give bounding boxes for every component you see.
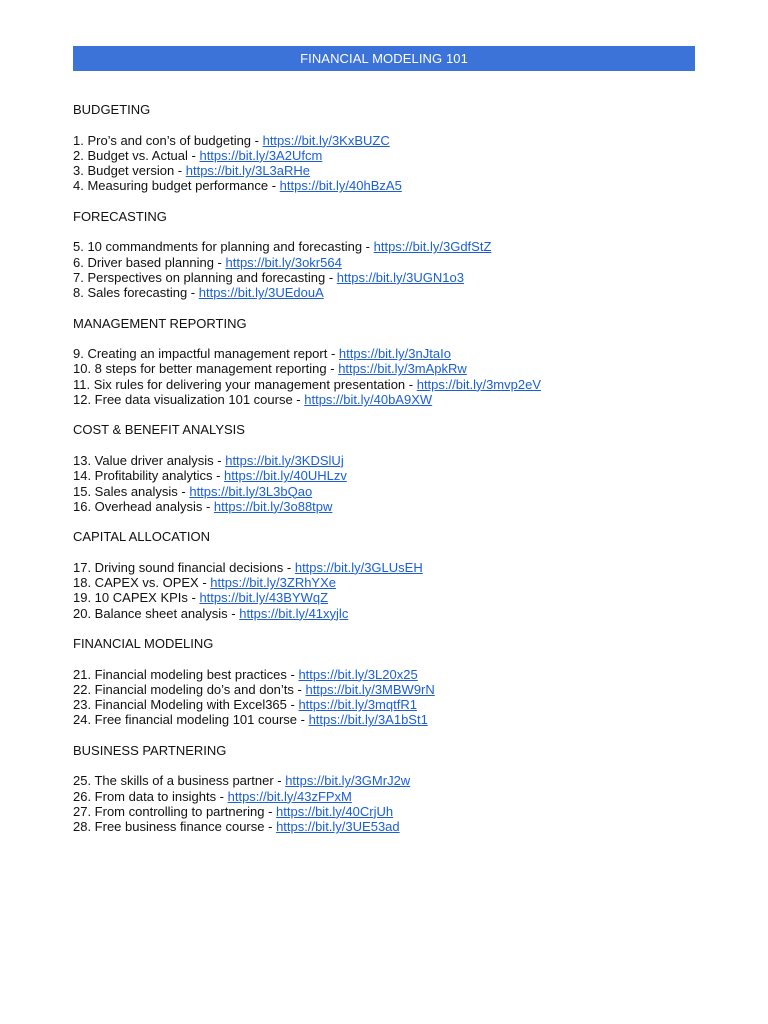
- resource-link[interactable]: https://bit.ly/3L3bQao: [189, 483, 313, 499]
- section-heading: FINANCIAL MODELING: [73, 635, 214, 651]
- list-item-label: 13. Value driver analysis -: [73, 452, 226, 468]
- resource-link[interactable]: https://bit.ly/3GdfStZ: [373, 239, 492, 255]
- list-item-label: 14. Profitability analytics -: [73, 468, 225, 484]
- list-item: [73, 789, 695, 804]
- resource-link[interactable]: https://bit.ly/3L3aRHe: [185, 163, 311, 179]
- list-item-label: 15. Sales analysis -: [73, 483, 190, 499]
- section: [73, 422, 695, 514]
- resource-link[interactable]: https://bit.ly/3UEdouA: [198, 285, 324, 301]
- resource-link[interactable]: https://bit.ly/40hBzA5: [279, 178, 402, 194]
- resource-link[interactable]: https://bit.ly/3KDSlUj: [225, 452, 344, 468]
- list-item-label: 18. CAPEX vs. OPEX -: [73, 575, 211, 591]
- list-item: [73, 819, 695, 834]
- resource-link[interactable]: https://bit.ly/3L20x25: [298, 666, 418, 682]
- resource-link[interactable]: https://bit.ly/43zFPxM: [227, 788, 352, 804]
- resource-link[interactable]: https://bit.ly/40bA9XW: [304, 392, 433, 408]
- list-item-label: 21. Financial modeling best practices -: [73, 666, 299, 682]
- list-item-label: 23. Financial Modeling with Excel365 -: [73, 697, 299, 713]
- list-item: [73, 499, 695, 514]
- list-item-label: 22. Financial modeling do’s and don’ts -: [73, 681, 306, 697]
- resource-link[interactable]: https://bit.ly/3nJtaIo: [338, 346, 451, 362]
- list-item-label: 12. Free data visualization 101 course -: [73, 392, 305, 408]
- list-item: [73, 560, 695, 575]
- list-item-label: 19. 10 CAPEX KPIs -: [73, 590, 200, 606]
- list-item-label: 9. Creating an impactful management report -: [73, 346, 339, 362]
- resource-link[interactable]: https://bit.ly/40CrjUh: [276, 803, 394, 819]
- list-item: [73, 178, 695, 193]
- section-heading: CAPITAL ALLOCATION: [73, 529, 211, 545]
- resource-link[interactable]: https://bit.ly/3GLUsEH: [294, 559, 423, 575]
- resource-link[interactable]: https://bit.ly/3okr564: [225, 254, 342, 270]
- list-item: [73, 712, 695, 727]
- resource-link[interactable]: https://bit.ly/3UGN1o3: [336, 269, 464, 285]
- section: [73, 529, 695, 621]
- resource-link[interactable]: https://bit.ly/3GMrJ2w: [285, 773, 411, 789]
- list-item-label: 25. The skills of a business partner -: [73, 773, 286, 789]
- section: [73, 316, 695, 408]
- resource-link[interactable]: https://bit.ly/3MBW9rN: [305, 681, 435, 697]
- resource-link[interactable]: https://bit.ly/3ZRhYXe: [210, 575, 337, 591]
- list-item: [73, 270, 695, 285]
- list-item-label: 28. Free business finance course -: [73, 819, 277, 835]
- section: [73, 209, 695, 301]
- resource-link[interactable]: https://bit.ly/3mvp2eV: [416, 376, 541, 392]
- list-item: [73, 682, 695, 697]
- resource-link[interactable]: https://bit.ly/3UE53ad: [276, 819, 400, 835]
- list-item: [73, 484, 695, 499]
- list-item: [73, 239, 695, 254]
- resource-link[interactable]: https://bit.ly/40UHLzv: [224, 468, 347, 484]
- list-item: [73, 468, 695, 483]
- list-item: [73, 392, 695, 407]
- list-item-label: 10. 8 steps for better management reporting -: [73, 361, 339, 377]
- list-item: [73, 377, 695, 392]
- list-item: [73, 163, 695, 178]
- list-item-label: 20. Balance sheet analysis -: [73, 605, 240, 621]
- list-item-label: 8. Sales forecasting -: [73, 285, 199, 301]
- list-item: [73, 667, 695, 682]
- list-item-label: 26. From data to insights -: [73, 788, 228, 804]
- resource-link[interactable]: https://bit.ly/43BYWqZ: [199, 590, 329, 606]
- list-item: [73, 361, 695, 376]
- list-item-label: 11. Six rules for delivering your management presentation -: [73, 376, 417, 392]
- list-item-label: 16. Overhead analysis -: [73, 498, 214, 514]
- resource-link[interactable]: https://bit.ly/3KxBUZC: [262, 132, 390, 148]
- list-item-label: 6. Driver based planning -: [73, 254, 226, 270]
- list-item-label: 24. Free financial modeling 101 course -: [73, 712, 309, 728]
- resource-link[interactable]: https://bit.ly/3A1bSt1: [308, 712, 428, 728]
- section-heading: COST & BENEFIT ANALYSIS: [73, 422, 245, 438]
- section-heading: BUDGETING: [73, 102, 151, 117]
- list-item-label: 3. Budget version -: [73, 163, 186, 179]
- list-item: [73, 606, 695, 621]
- list-item: [73, 453, 695, 468]
- list-item: [73, 575, 695, 590]
- list-item: [73, 148, 695, 163]
- list-item: [73, 285, 695, 300]
- section-heading: FORECASTING: [73, 208, 167, 224]
- list-item: [73, 346, 695, 361]
- list-item: [73, 804, 695, 819]
- list-item-label: 7. Perspectives on planning and forecasting -: [73, 269, 337, 285]
- sections-list: [73, 102, 695, 834]
- list-item-label: 1. Pro’s and con’s of budgeting -: [73, 132, 263, 148]
- list-item-label: 4. Measuring budget performance -: [73, 178, 280, 194]
- list-item-label: 2. Budget vs. Actual -: [73, 147, 200, 163]
- section-heading: MANAGEMENT REPORTING: [73, 315, 247, 331]
- resource-link[interactable]: https://bit.ly/3A2Ufcm: [199, 147, 323, 163]
- resource-link[interactable]: https://bit.ly/3o88tpw: [213, 498, 333, 514]
- resource-link[interactable]: https://bit.ly/3mqtfR1: [298, 697, 417, 713]
- list-item-label: 17. Driving sound financial decisions -: [73, 559, 295, 575]
- page-title-banner: FINANCIAL MODELING 101: [73, 46, 695, 71]
- list-item: [73, 255, 695, 270]
- section: [73, 102, 695, 194]
- list-item-label: 5. 10 commandments for planning and forecasting -: [73, 239, 374, 255]
- list-item: [73, 133, 695, 148]
- resource-link[interactable]: https://bit.ly/41xyjlc: [239, 605, 349, 621]
- section-heading: BUSINESS PARTNERING: [73, 742, 227, 758]
- resource-link[interactable]: https://bit.ly/3mApkRw: [338, 361, 467, 377]
- list-item: [73, 773, 695, 788]
- list-item-label: 27. From controlling to partnering -: [73, 803, 277, 819]
- section: [73, 636, 695, 728]
- document-page: [73, 46, 695, 834]
- list-item: [73, 590, 695, 605]
- list-item: [73, 697, 695, 712]
- section: [73, 743, 695, 835]
